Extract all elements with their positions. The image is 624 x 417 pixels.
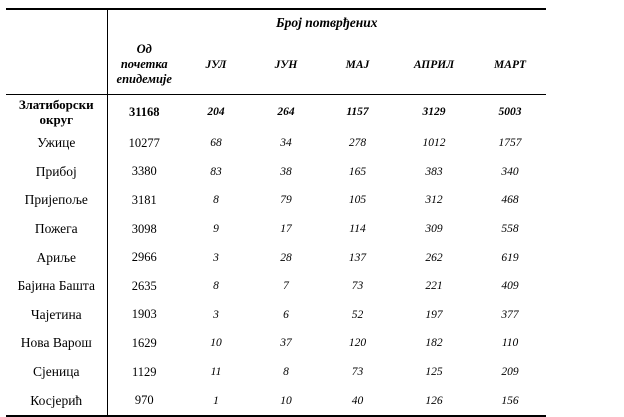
monthly-cases-cell: 73 — [351, 366, 364, 379]
total-cell: 1157 — [346, 106, 369, 118]
super-header-row — [6, 9, 546, 35]
total-cases-cell: 1903 — [131, 307, 157, 322]
name-header-cell — [6, 35, 107, 95]
monthly-cases-cell: 1757 — [498, 137, 522, 150]
monthly-cases-cell: 83 — [210, 165, 222, 178]
monthly-cases-cell: 7 — [283, 280, 289, 293]
column-header-total — [107, 35, 181, 95]
monthly-cases-cell: 209 — [501, 366, 519, 379]
municipality-name: Пријепоље — [6, 186, 107, 215]
total-cell: 31168 — [128, 104, 160, 119]
monthly-cases-cell: 10 — [251, 386, 321, 416]
monthly-cases-cell: 37 — [280, 337, 292, 350]
monthly-cases-cell: 114 — [349, 223, 366, 236]
monthly-cases-cell: 165 — [348, 165, 367, 178]
monthly-cases-cell: 309 — [425, 223, 443, 236]
monthly-cases-cell: 11 — [210, 366, 222, 379]
monthly-cases-cell: 340 — [501, 165, 519, 178]
table-row — [6, 386, 546, 416]
column-header-line: епидемије — [116, 72, 172, 86]
total-cell: 5003 — [498, 106, 522, 118]
monthly-cases-cell: 558 — [501, 223, 519, 236]
monthly-cases-cell: 73 — [351, 280, 364, 293]
monthly-cases-cell: 1 — [181, 386, 251, 416]
super-header: Број потврђених — [107, 9, 546, 35]
municipality-name: Сјеница — [6, 358, 107, 387]
column-header-line: Од — [136, 42, 152, 56]
municipality-name: Прибој — [6, 158, 107, 187]
monthly-cases-cell: 3 — [213, 308, 219, 321]
monthly-cases-cell: 9 — [213, 223, 219, 236]
monthly-cases-cell: 619 — [501, 251, 519, 264]
monthly-cases-cell: 1012 — [422, 137, 446, 150]
municipality-name: Нова Варош — [6, 329, 107, 358]
monthly-cases-cell: 68 — [210, 137, 222, 150]
monthly-cases-cell: 197 — [425, 308, 443, 321]
table-row — [6, 272, 546, 301]
covid-cases-table — [6, 8, 546, 417]
table-row — [6, 358, 546, 387]
monthly-cases-cell: 221 — [425, 280, 443, 293]
monthly-cases-cell: 409 — [501, 280, 519, 293]
monthly-cases-cell: 468 — [501, 194, 519, 207]
total-cases-cell: 10277 — [128, 135, 160, 150]
monthly-cases-cell: 312 — [425, 194, 443, 207]
table-row — [6, 301, 546, 330]
column-header-line: почетка — [120, 57, 168, 71]
total-cases-cell: 3380 — [131, 164, 157, 179]
monthly-cases-cell: 52 — [351, 308, 364, 321]
monthly-cases-cell: 3 — [213, 251, 219, 264]
municipality-name: Ариље — [6, 243, 107, 272]
total-cell: 204 — [207, 106, 225, 118]
total-cases-cell: 1629 — [131, 335, 157, 350]
monthly-cases-cell: 156 — [474, 386, 546, 416]
corner-cell — [6, 9, 107, 35]
table-row — [6, 129, 546, 158]
column-header-row — [6, 35, 546, 95]
monthly-cases-cell: 182 — [425, 337, 443, 350]
monthly-cases-cell: 120 — [348, 337, 367, 350]
total-cases-cell: 2966 — [131, 250, 157, 265]
monthly-cases-cell: 17 — [280, 223, 292, 236]
total-cases-cell: 2635 — [131, 278, 157, 293]
monthly-cases-cell: 34 — [280, 137, 292, 150]
monthly-cases-cell: 377 — [501, 308, 519, 321]
column-header-maj: МАЈ — [321, 35, 394, 95]
monthly-cases-cell: 383 — [425, 165, 443, 178]
monthly-cases-cell: 10 — [210, 337, 222, 350]
table-row — [6, 215, 546, 244]
municipality-name: Бајина Башта — [6, 272, 107, 301]
monthly-cases-cell: 125 — [425, 366, 443, 379]
table-row — [6, 186, 546, 215]
total-row — [6, 95, 546, 130]
monthly-cases-cell: 105 — [348, 194, 367, 207]
total-cases-cell: 3181 — [131, 192, 157, 207]
monthly-cases-cell: 6 — [283, 308, 289, 321]
municipality-name: Косјерић — [6, 386, 107, 416]
total-name-line: Златиборски — [18, 97, 94, 112]
column-header-april: АПРИЛ — [394, 35, 474, 95]
monthly-cases-cell: 137 — [348, 251, 367, 264]
column-header-jun: ЈУН — [251, 35, 321, 95]
municipality-name: Чајетина — [6, 301, 107, 330]
monthly-cases-cell: 8 — [283, 366, 289, 379]
total-cases-cell: 3098 — [131, 221, 157, 236]
municipality-name: Пожега — [6, 215, 107, 244]
monthly-cases-cell: 110 — [501, 337, 519, 350]
monthly-cases-cell: 8 — [213, 194, 219, 207]
monthly-cases-cell: 262 — [425, 251, 443, 264]
total-row-name — [6, 95, 107, 130]
total-cases-cell: 970 — [107, 386, 181, 416]
total-cell: 3129 — [422, 106, 446, 118]
monthly-cases-cell: 8 — [213, 280, 219, 293]
monthly-cases-cell: 28 — [280, 251, 292, 264]
monthly-cases-cell: 79 — [280, 194, 292, 207]
table-row — [6, 158, 546, 187]
total-cell: 264 — [277, 106, 295, 118]
monthly-cases-cell: 38 — [280, 165, 292, 178]
column-header-mart: МАРТ — [474, 35, 546, 95]
municipality-name: Ужице — [6, 129, 107, 158]
total-name-line: округ — [39, 112, 73, 127]
table-row — [6, 243, 546, 272]
monthly-cases-cell: 278 — [348, 137, 367, 150]
column-header-jul: ЈУЛ — [181, 35, 251, 95]
table-row — [6, 329, 546, 358]
monthly-cases-cell: 126 — [394, 386, 474, 416]
total-cases-cell: 1129 — [131, 364, 157, 379]
monthly-cases-cell: 40 — [321, 386, 394, 416]
